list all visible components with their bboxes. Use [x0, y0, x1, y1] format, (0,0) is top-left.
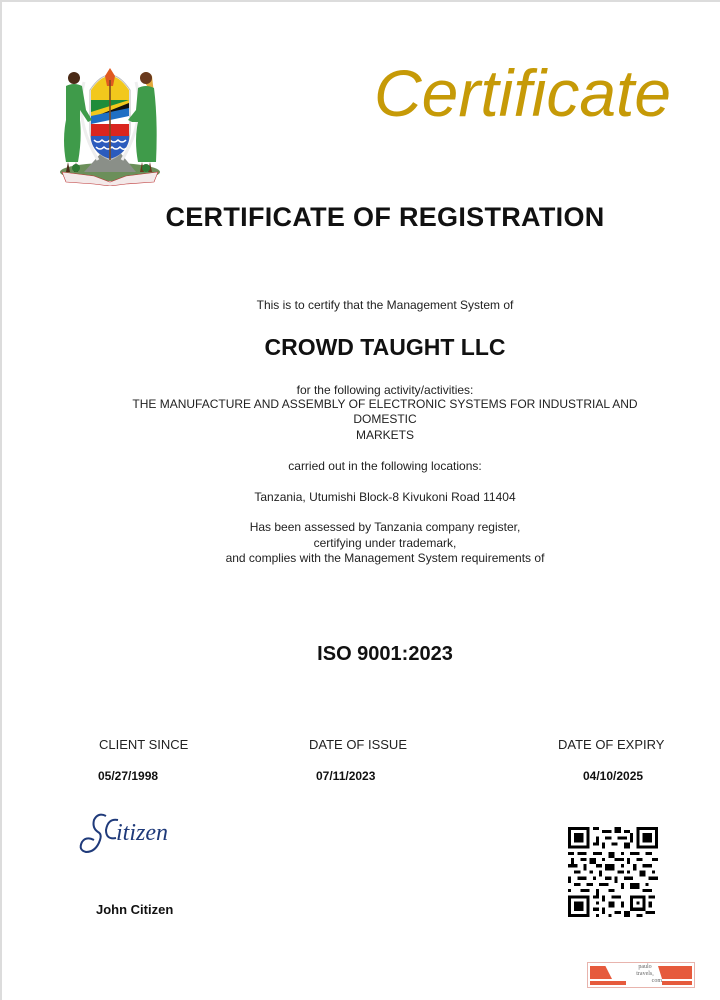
logo-text-line-3: com — [651, 978, 662, 984]
activity-intro: for the following activity/activities: — [296, 383, 474, 397]
signature-image — [76, 810, 206, 858]
qr-code-icon[interactable] — [568, 827, 658, 917]
intro-text: This is to certify that the Management System of — [256, 298, 514, 312]
logo-text-line-1: paulo — [638, 964, 652, 970]
date-of-issue-value: 07/11/2023 — [316, 769, 376, 783]
assessment-line-3: and complies with the Management System requirements of — [225, 551, 545, 565]
logo-stripe — [590, 966, 612, 979]
logo-text — [628, 964, 662, 985]
assessment-line-2: certifying under trademark, — [313, 536, 457, 550]
client-since-label: CLIENT SINCE — [99, 737, 189, 752]
date-of-expiry-value: 04/10/2025 — [583, 769, 644, 783]
date-of-expiry-label: DATE OF EXPIRY — [558, 737, 665, 752]
iso-standard: ISO 9001:2023 — [317, 643, 453, 665]
coat-of-arms-icon — [54, 60, 166, 186]
assessment-line-1: Has been assessed by Tanzania company register, — [249, 520, 521, 534]
activity-line-2: DOMESTIC — [353, 412, 417, 426]
page-title: CERTIFICATE OF REGISTRATION — [165, 202, 605, 232]
certificate-script-title: Certificate — [374, 56, 672, 130]
logo-stripe — [662, 981, 692, 985]
company-name: CROWD TAUGHT LLC — [264, 334, 506, 360]
signer-name: John Citizen — [96, 902, 174, 917]
logo-text-line-2: travels, — [636, 971, 654, 977]
client-since-value: 05/27/1998 — [98, 769, 159, 783]
activity-line-1: THE MANUFACTURE AND ASSEMBLY OF ELECTRONIC SYSTEMS FOR INDUSTRIAL AND — [132, 397, 638, 411]
activity-line-3: MARKETS — [355, 428, 414, 442]
date-of-issue-label: DATE OF ISSUE — [309, 737, 407, 752]
locations-intro: carried out in the following locations: — [288, 459, 482, 473]
logo-stripe — [590, 981, 626, 985]
svg-text:itizen: itizen — [116, 820, 168, 846]
logo-stripe — [658, 966, 692, 979]
location-address: Tanzania, Utumishi Block-8 Kivukoni Road 11404 — [254, 490, 516, 504]
footer-brand-logo — [587, 962, 695, 988]
